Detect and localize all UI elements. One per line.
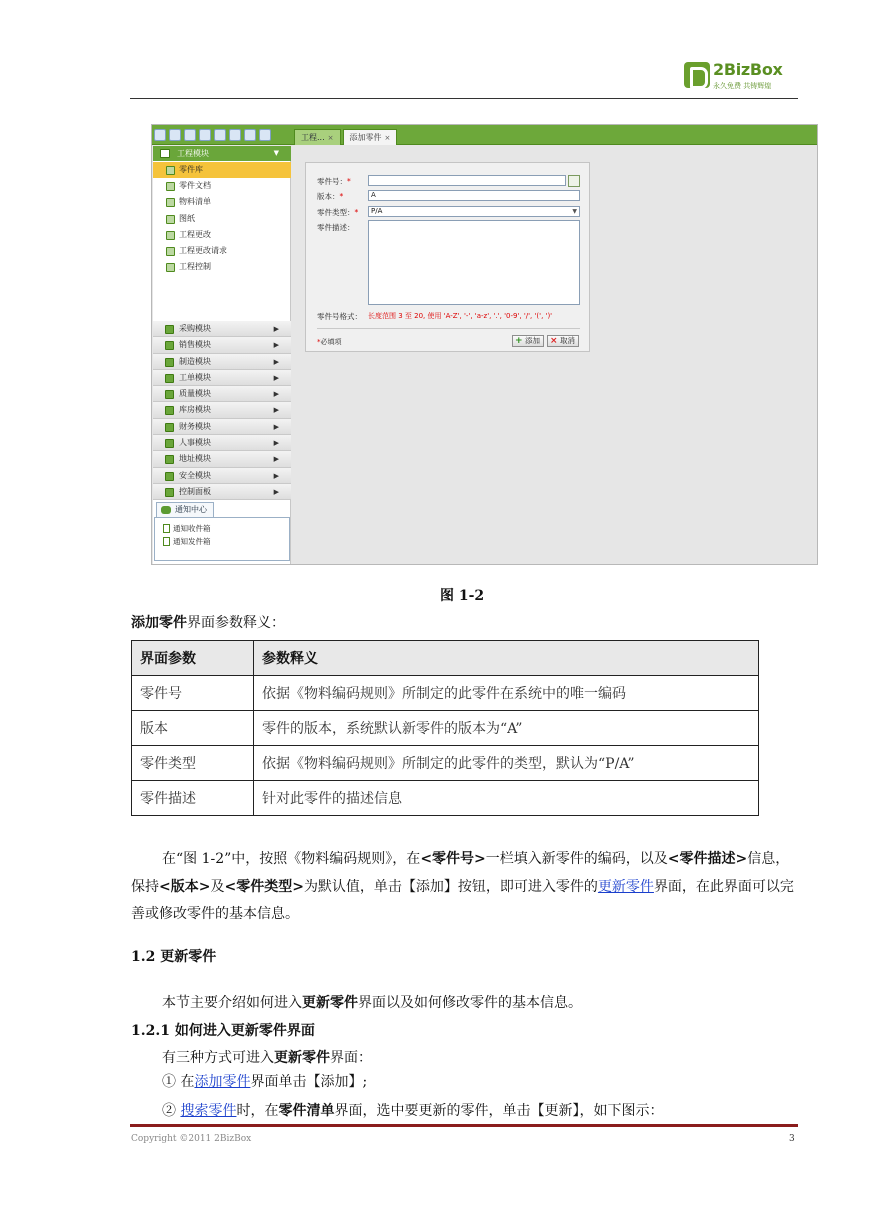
module-label: 工单模块 [179, 372, 211, 382]
document-icon [166, 182, 175, 191]
part-no-label [317, 176, 351, 187]
chevron-right-icon: ▶ [273, 357, 279, 366]
text-run: 在 [180, 1074, 195, 1090]
chevron-down-icon: ▼ [572, 208, 577, 215]
toolbar-icons [154, 129, 290, 142]
sidebar-item-label: 工程更改请求 [179, 245, 227, 255]
chevron-right-icon: ▶ [273, 439, 279, 448]
module-label: 库房模块 [179, 405, 211, 415]
monitor-icon[interactable] [214, 129, 226, 141]
module-security[interactable] [153, 468, 291, 484]
search-part-link[interactable]: 搜索零件 [180, 1103, 237, 1119]
text-run: 时，在 [236, 1103, 279, 1119]
chevron-right-icon: ▶ [273, 373, 279, 382]
chevron-right-icon: ▶ [273, 325, 279, 333]
text-run: 及 [210, 878, 225, 895]
sidebar-item-label: 工程更改 [179, 229, 211, 239]
table-header: 界面参数 [132, 641, 254, 676]
tab-add-part[interactable] [343, 129, 398, 145]
required-marker: * [317, 338, 321, 346]
module-label: 控制面板 [179, 486, 211, 496]
tools-icon[interactable] [199, 129, 211, 141]
tree-item-label: 通知收件箱 [173, 524, 211, 533]
sidebar-item-drawings[interactable] [153, 211, 291, 227]
chevron-right-icon: ▶ [273, 471, 279, 480]
close-icon[interactable]: × [384, 134, 391, 142]
text-run: 界面以及如何修改零件的基本信息。 [358, 995, 582, 1011]
table-row [132, 676, 759, 711]
text-run: 为默认值，单击【添加】按钮，即可进入零件的 [303, 878, 598, 895]
sidebar-item-label: 工程控制 [179, 262, 211, 272]
app-toolbar [152, 125, 817, 145]
body-paragraph [131, 846, 799, 929]
module-purchasing[interactable] [153, 321, 291, 337]
part-type-select[interactable] [368, 206, 580, 217]
sidebar-item-label: 零件文档 [179, 181, 211, 191]
table-row [132, 746, 759, 781]
table-cell: 针对此零件的描述信息 [254, 781, 759, 816]
table-header-row [132, 641, 759, 676]
required-note [317, 337, 342, 347]
module-sales[interactable] [153, 337, 291, 353]
list-number: ② [162, 1103, 176, 1119]
text-run: 界面，选中要更新的零件，单击【更新】，如下图示： [334, 1103, 664, 1119]
module-label: 安全模块 [179, 470, 211, 480]
header-rule [130, 98, 798, 99]
text-run: 界面： [330, 1050, 372, 1066]
sidebar-item-label: 物料清单 [179, 197, 211, 207]
module-finance[interactable] [153, 419, 291, 435]
tab-label: 添加零件 [349, 133, 382, 142]
sidebar-item-label: 零件库 [179, 165, 203, 174]
table-cell: 依据《物料编码规则》所制定的此零件在系统中的唯一编码 [254, 676, 759, 711]
sidebar-item-eng-control[interactable] [153, 259, 291, 275]
notification-center-tab[interactable] [156, 502, 214, 517]
close-icon[interactable]: × [327, 134, 334, 142]
document-icon[interactable] [184, 129, 196, 141]
chevron-right-icon: ▶ [273, 406, 279, 415]
form-divider [317, 328, 580, 329]
part-icon [166, 166, 175, 175]
module-icon [165, 325, 174, 334]
required-marker: * [347, 177, 351, 186]
engineering-module-header[interactable] [153, 146, 291, 161]
table-intro [131, 612, 285, 632]
bold-run: 更新零件 [302, 995, 358, 1011]
intro-bold: 添加零件 [131, 615, 187, 631]
module-warehouse[interactable] [153, 402, 291, 418]
sidebar-item-label: 图纸 [179, 213, 195, 223]
required-marker: * [354, 208, 359, 217]
module-icon [165, 390, 174, 399]
text-run: 一栏填入新零件的编码，以及 [485, 851, 668, 867]
button-label: 添加 [525, 336, 540, 345]
version-label [317, 191, 343, 202]
bold-run: <零件号> [420, 851, 486, 867]
notification-tree [154, 517, 290, 561]
chevron-right-icon: ▶ [273, 455, 279, 464]
update-part-link[interactable]: 更新零件 [597, 878, 654, 895]
select-value: P/A [371, 207, 383, 215]
part-format-label: 零件号格式： [317, 312, 362, 321]
tab-label: 工程... [301, 133, 325, 142]
text-run: 界面，在此界面可以完善或修改零件的基本信息。 [131, 878, 794, 922]
version-input[interactable]: A [368, 190, 580, 201]
app-screenshot [151, 124, 818, 565]
part-picker-button[interactable] [568, 175, 580, 187]
chevron-right-icon: ▶ [273, 422, 279, 431]
bold-run: 更新零件 [274, 1050, 330, 1066]
table-cell: 零件的版本，系统默认新零件的版本为“A” [254, 711, 759, 746]
figure-caption: 图 1-2 [440, 588, 485, 604]
module-icon [165, 455, 174, 464]
chat-icon [161, 506, 171, 514]
module-label: 质量模块 [179, 389, 211, 399]
brand-logo [684, 60, 798, 92]
part-no-input[interactable] [368, 175, 566, 186]
bold-run: <零件描述> [667, 851, 748, 867]
text-run: 信息，保持 [131, 851, 790, 895]
table-cell: 依据《物料编码规则》所制定的此零件的类型，默认为“P/A” [254, 746, 759, 781]
logo-name: 2BizBox [713, 60, 783, 79]
table-row [132, 781, 759, 816]
table-cell: 零件类型 [132, 746, 254, 781]
footer-copyright: Copyright ©2011 2BizBox [131, 1134, 252, 1144]
logo-slogan: 永久免费 共铸辉煌 [713, 82, 772, 90]
bold-run: <版本> [159, 878, 211, 895]
notification-inbox[interactable] [173, 523, 211, 534]
plus-icon: + [515, 336, 523, 346]
request-icon [166, 247, 175, 256]
sidebar-item-eng-change-request[interactable] [153, 243, 291, 259]
way-2 [162, 1100, 663, 1120]
sidebar-item-eng-change[interactable] [153, 227, 291, 243]
sidebar-item-bom[interactable] [153, 194, 291, 210]
module-icon [165, 488, 174, 497]
module-label: 财务模块 [179, 421, 211, 431]
module-manufacturing[interactable] [153, 354, 291, 370]
table-header: 参数释义 [254, 641, 759, 676]
parameter-table [131, 640, 759, 816]
mail-icon[interactable] [169, 129, 181, 141]
chevron-right-icon: ▶ [273, 341, 279, 350]
chevron-down-icon: ▼ [273, 149, 279, 157]
module-icon [160, 149, 170, 158]
add-button[interactable] [512, 335, 544, 347]
home-icon[interactable] [244, 129, 256, 141]
bold-run: 零件清单 [278, 1103, 335, 1119]
label-text: 零件号： [317, 177, 347, 186]
module-label: 人事模块 [179, 438, 211, 448]
notification-tab-label: 通知中心 [175, 505, 207, 514]
app-sidebar [153, 146, 291, 564]
add-part-link[interactable]: 添加零件 [194, 1074, 251, 1090]
way-1 [162, 1071, 367, 1091]
engineering-items [153, 162, 291, 275]
module-label: 销售模块 [179, 340, 211, 350]
list-number: ① [162, 1074, 176, 1090]
window-icon[interactable] [229, 129, 241, 141]
text-run: 界面单击【添加】; [250, 1074, 368, 1090]
text-run: 本节主要介绍如何进入 [162, 995, 302, 1011]
module-icon [165, 423, 174, 432]
required-note-text: 必填项 [320, 338, 342, 346]
list-icon [166, 198, 175, 207]
module-icon [165, 406, 174, 415]
module-label: 地址模块 [179, 454, 211, 464]
module-icon [165, 374, 174, 383]
part-desc-textarea[interactable] [368, 220, 580, 305]
module-icon [165, 472, 174, 481]
settings-icon[interactable] [259, 129, 271, 141]
edit-icon [166, 231, 175, 240]
module-work-order[interactable] [153, 370, 291, 386]
users-icon [166, 263, 175, 272]
chevron-right-icon: ▶ [273, 487, 279, 496]
module-icon [165, 341, 174, 350]
cancel-button[interactable] [547, 335, 579, 347]
logo-mark-icon [684, 62, 710, 88]
table-cell: 零件描述 [132, 781, 254, 816]
page-number: 3 [789, 1134, 795, 1144]
module-list [153, 321, 291, 500]
required-marker: * [339, 192, 344, 201]
section-heading-1-2-1: 1.2.1 如何进入更新零件界面 [131, 1023, 315, 1039]
part-type-label [317, 207, 358, 218]
inbox-icon [163, 524, 170, 533]
tab-engineering[interactable] [294, 129, 341, 145]
table-cell: 零件号 [132, 676, 254, 711]
module-icon [165, 358, 174, 367]
nav-back-icon[interactable] [154, 129, 166, 141]
module-label: 采购模块 [179, 324, 211, 333]
label-text: 零件类型： [317, 208, 355, 217]
footer-rule [130, 1124, 798, 1127]
button-label: 取消 [560, 336, 575, 345]
module-title: 工程模块 [177, 149, 209, 158]
module-address[interactable] [153, 451, 291, 467]
section-heading-1-2: 1.2 更新零件 [131, 949, 217, 965]
bold-run: <零件类型> [224, 878, 304, 895]
part-format-hint: 长度范围 3 至 20, 使用 'A-Z', '-', 'a-z', '.', '0-9', '/', '(', ')' [368, 312, 553, 320]
part-desc-label: 零件描述： [317, 223, 355, 232]
chevron-right-icon: ▶ [273, 390, 279, 399]
module-quality[interactable] [153, 386, 291, 402]
sidebar-item-part-docs[interactable] [153, 178, 291, 194]
notification-outbox[interactable] [173, 536, 211, 547]
close-icon: × [550, 336, 558, 346]
table-cell: 版本 [132, 711, 254, 746]
text-run: 在“图 1-2”中，按照《物料编码规则》，在 [162, 851, 421, 867]
outbox-icon [163, 537, 170, 546]
ways-intro [162, 1047, 372, 1067]
intro-text: 界面参数释义： [187, 615, 285, 631]
module-hr[interactable] [153, 435, 291, 451]
app-tabs [294, 129, 397, 145]
section-intro [162, 992, 582, 1012]
text-run: 有三种方式可进入 [162, 1050, 274, 1066]
module-label: 制造模块 [179, 356, 211, 366]
module-icon [165, 439, 174, 448]
table-row [132, 711, 759, 746]
tree-item-label: 通知发件箱 [173, 537, 211, 546]
label-text: 版本： [317, 192, 340, 201]
notification-center [154, 502, 290, 560]
module-control-panel[interactable] [153, 484, 291, 500]
drawing-icon [166, 215, 175, 224]
sidebar-item-part-library[interactable] [153, 162, 291, 178]
add-part-form [305, 162, 590, 352]
